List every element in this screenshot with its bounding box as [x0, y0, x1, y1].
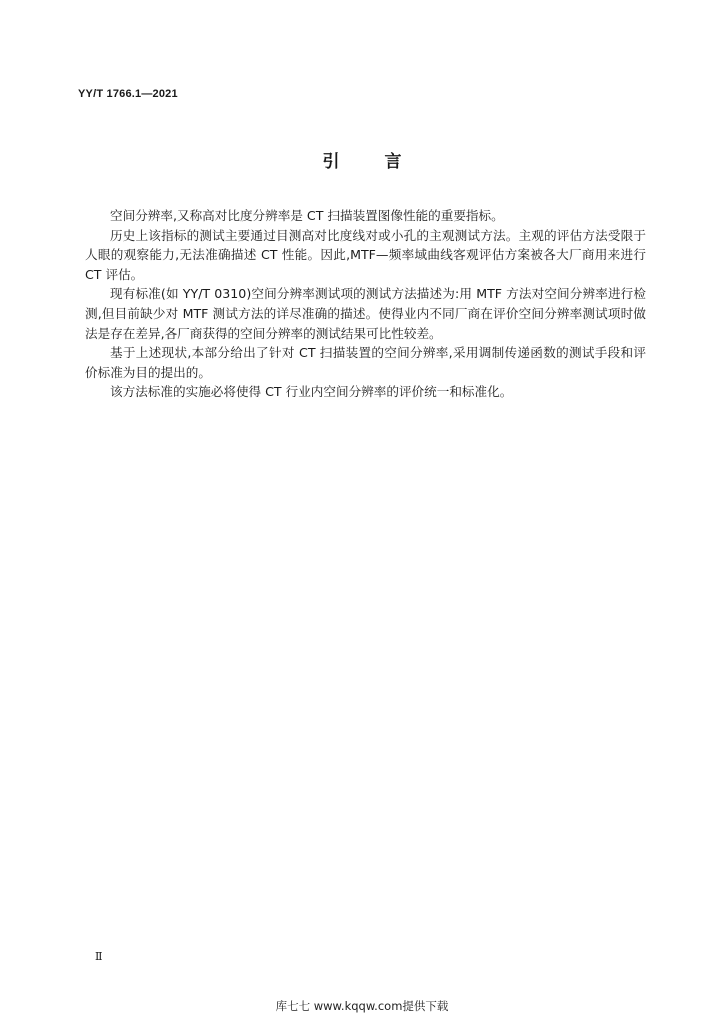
paragraph: 历史上该指标的测试主要通过目测高对比度线对或小孔的主观测试方法。主观的评估方法受限于人眼的观察能力,无法准确描述 CT 性能。因此,MTF—频率域曲线客观评估方案被各大厂商用来进行 CT 评估。: [85, 227, 646, 282]
page-title: 引言: [322, 152, 447, 172]
paragraph: 基于上述现状,本部分给出了针对 CT 扫描装置的空间分辨率,采用调制传递函数的测试手段和评价标准为目的提出的。: [85, 345, 646, 380]
standard-code-header: YY/T 1766.1—2021: [78, 88, 178, 100]
paragraph: 该方法标准的实施必将使得 CT 行业内空间分辨率的评价统一和标准化。: [110, 384, 513, 400]
paragraph: 现有标准(如 YY/T 0310)空间分辨率测试项的测试方法描述为:用 MTF 方法对空间分辨率进行检测,但目前缺少对 MTF 测试方法的详尽准确的描述。使得业内不同厂商在评价空间分辨率测试项时做法是存在差异,各厂商获得的空间分辨率的测试结果可比性较差。: [85, 286, 646, 341]
paragraph: 空间分辨率,又称高对比度分辨率是 CT 扫描装置图像性能的重要指标。: [110, 208, 504, 223]
download-footer: 库七七 www.kqqw.com提供下载: [275, 999, 449, 1013]
page-number: Ⅱ: [95, 951, 103, 963]
document-body: [85, 206, 646, 402]
